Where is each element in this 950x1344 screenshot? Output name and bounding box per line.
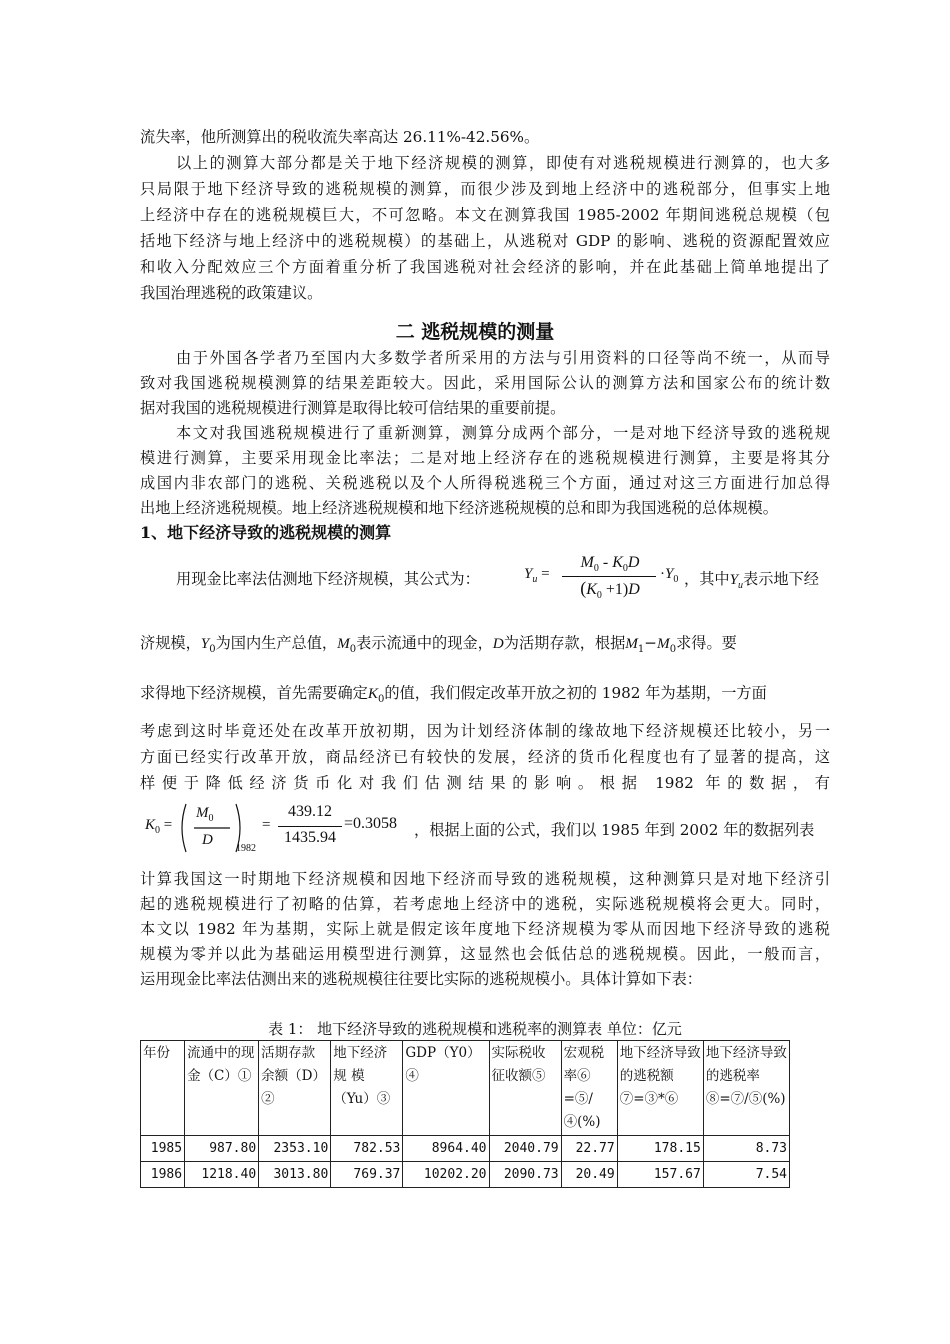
table-header-cell: 流通中的现金（C）①: [185, 1041, 259, 1136]
table-cell: 10202.20: [403, 1162, 489, 1188]
table-cell: 8.73: [703, 1136, 789, 1162]
table-header-cell: 实际税收征收额⑤: [489, 1041, 561, 1136]
k0-year: 1982: [236, 843, 256, 854]
k0-line: 求得地下经济规模，首先需要确定$K_0$的值，我们假定改革开放之初的 1982 年为基期，一方面: [140, 684, 767, 706]
intro-line: 流失率，他所测算出的税收流失率高达 26.11%-42.56%。: [140, 128, 540, 146]
k0-numerator: $M_0$: [196, 805, 214, 824]
data-table: [140, 1040, 790, 1188]
table-cell: 20.49: [561, 1162, 617, 1188]
table-header-cell: 活期存款余额（D）②: [259, 1041, 331, 1136]
paragraph-line: 和收入分配效应三个方面着重分析了我国逃税对社会经济的影响，并在此基础上简单地提出了: [140, 258, 830, 276]
paragraph-line: 计算我国这一时期地下经济规模和因地下经济而导致的逃税规模，这种测算只是对地下经济引: [140, 870, 830, 888]
paragraph-line: 起的逃税规模进行了初略的估算，若考虑地上经济中的逃税，实际逃税规模将会更大。同时，: [140, 895, 830, 913]
table-cell: 157.67: [617, 1162, 703, 1188]
paragraph-line: 成国内非农部门的逃税、关税逃税以及个人所得税逃税三个方面，通过对这三方面进行加总得: [140, 474, 830, 492]
section-title: 二 逃税规模的测量: [395, 321, 555, 343]
k0-den-value: 1435.94: [284, 829, 336, 846]
k0-equals: =: [262, 817, 271, 833]
table-cell: 769.37: [331, 1162, 403, 1188]
paragraph-line: 据对我国的逃税规模进行测算是取得比较可信结果的重要前提。: [140, 399, 566, 417]
table-cell: 3013.80: [259, 1162, 331, 1188]
table-cell: 782.53: [331, 1136, 403, 1162]
formula-denominator: $(K_0 +1)D$: [580, 578, 640, 602]
formula-fraction-bar: [562, 576, 656, 577]
formula-yu: $Y_u$ =: [524, 566, 550, 585]
paragraph-line: 以上的测算大部分都是关于地下经济规模的测算，即使有对逃税规模进行测算的，也大多: [176, 154, 830, 172]
paragraph-line: 本文对我国逃税规模进行了重新测算，测算分成两个部分，一是对地下经济导致的逃税规: [176, 424, 830, 442]
paragraph-line: 由于外国各学者乃至国内大多数学者所采用的方法与引用资料的口径等尚不统一，从而导: [176, 349, 830, 367]
table-cell: 7.54: [703, 1162, 789, 1188]
k0-symbol: $K_0$ =: [145, 817, 173, 836]
table-row: [141, 1136, 790, 1162]
formula-tail: ，其中$Y_u$表示地下经: [684, 570, 819, 592]
k0-num-value: 439.12: [288, 803, 332, 820]
paragraph-line: 上经济中存在的逃税规模巨大，不可忽略。本文在测算我国 1985-2002 年期间逃税总规模（包: [140, 206, 830, 224]
table-row: [141, 1162, 790, 1188]
table-header-cell: 宏观税率⑥ =⑤/④(%): [561, 1041, 617, 1136]
paragraph-line: 括地下经济与地上经济中的逃税规模）的基础上，从逃税对 GDP 的影响、逃税的资源配置效应: [140, 232, 830, 250]
paragraph-line: 运用现金比率法估测出来的逃税规模往往要比实际的逃税规模小。具体计算如下表：: [140, 970, 702, 988]
table-header-cell: 年份: [141, 1041, 185, 1136]
table-cell: 178.15: [617, 1136, 703, 1162]
paragraph-line: 样便于降低经济货币化对我们估测结果的影响。根据 1982 年的数据，有: [140, 774, 830, 792]
table-cell: 1986: [141, 1162, 185, 1188]
table-cell: 2090.73: [489, 1162, 561, 1188]
table-header-cell: 地下经济导致的逃税率⑧=⑦/⑤(%): [703, 1041, 789, 1136]
k0-result: =0.3058: [344, 815, 398, 832]
definition-line: 济规模，$Y_0$为国内生产总值，$M_0$表示流通中的现金，D为活期存款，根据$M_1-M_0$求得。要: [140, 634, 737, 656]
table-cell: 1218.40: [185, 1162, 259, 1188]
formula-y0: $\cdot Y_0$: [660, 566, 679, 585]
formula-numerator: $M_0 - K_0D$: [580, 554, 640, 575]
subsection-title: 1、地下经济导致的逃税规模的测算: [140, 523, 392, 542]
k0-tail: ，根据上面的公式，我们以 1985 年到 2002 年的数据列表: [414, 821, 815, 839]
table-cell: 8964.40: [403, 1136, 489, 1162]
table-header-cell: 地下经济导致的逃税额⑦=③*⑥: [617, 1041, 703, 1136]
paragraph-line: 只局限于地下经济导致的逃税规模的测算，而很少涉及到地上经济中的逃税部分，但事实上地: [140, 180, 830, 198]
paragraph-line: 出地上经济逃税规模。地上经济逃税规模和地下经济逃税规模的总和即为我国逃税的总体规模。: [140, 499, 778, 517]
paragraph-line: 考虑到这时毕竟还处在改革开放初期，因为计划经济体制的缘故地下经济规模还比较小，另一: [140, 722, 830, 740]
table-header-row: [141, 1041, 790, 1136]
paragraph-line: 规模为零并以此为基础运用模型进行测算，这显然也会低估总的逃税规模。因此，一般而言，: [140, 945, 830, 963]
table-caption: 表 1： 地下经济导致的逃税规模和逃税率的测算表 单位：亿元: [268, 1020, 682, 1038]
k0-denominator: D: [202, 832, 213, 848]
table-cell: 987.80: [185, 1136, 259, 1162]
formula-lead: 用现金比率法估测地下经济规模，其公式为：: [176, 570, 480, 588]
table-cell: 2040.79: [489, 1136, 561, 1162]
paragraph-line: 致对我国逃税规模测算的结果差距较大。因此，采用国际公认的测算方法和国家公布的统计数: [140, 374, 830, 392]
table-header-cell: GDP（Y0）④: [403, 1041, 489, 1136]
k0-fraction-bar: [278, 826, 342, 827]
paragraph-line: 本文以 1982 年为基期，实际上就是假定该年度地下经济规模为零从而因地下经济导致的逃税: [140, 920, 830, 938]
table-cell: 1985: [141, 1136, 185, 1162]
paragraph-line: 模进行测算，主要采用现金比率法；二是对地上经济存在的逃税规模进行测算，主要是将其分: [140, 449, 830, 467]
table-cell: 2353.10: [259, 1136, 331, 1162]
table-cell: 22.77: [561, 1136, 617, 1162]
paragraph-line: 方面已经实行改革开放，商品经济已有较快的发展，经济的货币化程度也有了显著的提高，这: [140, 748, 830, 766]
paragraph-line: 我国治理逃税的政策建议。: [140, 284, 323, 302]
table-header-cell: 地下经济规 模（Yu）③: [331, 1041, 403, 1136]
